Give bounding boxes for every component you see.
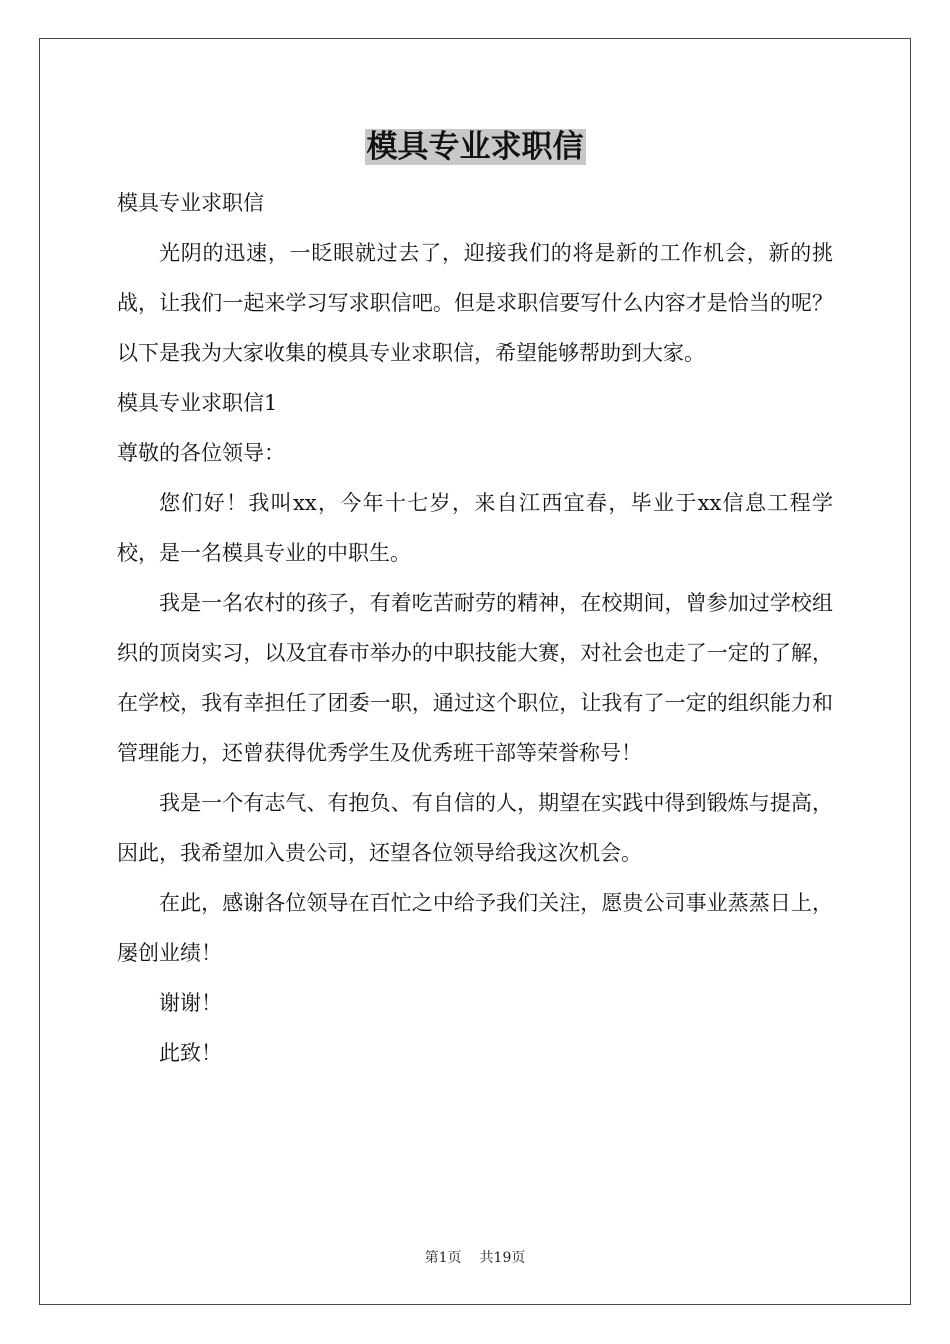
page-number: 第1页 — [424, 1250, 462, 1266]
closing-regards: 此致！ — [159, 1041, 222, 1065]
body-paragraph-greeting: 您们好！我叫xx，今年十七岁，来自江西宜春，毕业于xx信息工程学校，是一名模具专业的中职生。 — [117, 491, 833, 565]
body-paragraph-experience: 我是一名农村的孩子，有着吃苦耐劳的精神，在校期间，曾参加过学校组织的顶岗实习，以及宜春市举办的中职技能大赛，对社会也走了一定的了解，在学校，我有幸担任了团委一职，通过这个职位，让我有了一定的组织能力和管理能力，还曾获得优秀学生及优秀班干部等荣誉称号！ — [117, 591, 833, 765]
document-title-text: 模具专业求职信 — [366, 129, 584, 165]
document-title — [0, 125, 950, 169]
subtitle-line: 模具专业求职信 — [117, 191, 264, 215]
page-total: 共19页 — [479, 1250, 526, 1266]
intro-paragraph: 光阴的迅速，一眨眼就过去了，迎接我们的将是新的工作机会，新的挑战，让我们一起来学习写求职信吧。但是求职信要写什么内容才是恰当的呢？以下是我为大家收集的模具专业求职信，希望能够帮助到大家。 — [117, 241, 833, 365]
document-body — [117, 178, 833, 1078]
closing-thanks: 谢谢！ — [159, 991, 222, 1015]
salutation: 尊敬的各位领导： — [117, 441, 285, 465]
letter-heading: 模具专业求职信1 — [117, 391, 278, 415]
body-paragraph-thanks: 在此，感谢各位领导在百忙之中给予我们关注，愿贵公司事业蒸蒸日上，屡创业绩！ — [117, 891, 833, 965]
page-footer — [0, 1248, 950, 1268]
body-paragraph-aspiration: 我是一个有志气、有抱负、有自信的人，期望在实践中得到锻炼与提高，因此，我希望加入贵公司，还望各位领导给我这次机会。 — [117, 791, 833, 865]
